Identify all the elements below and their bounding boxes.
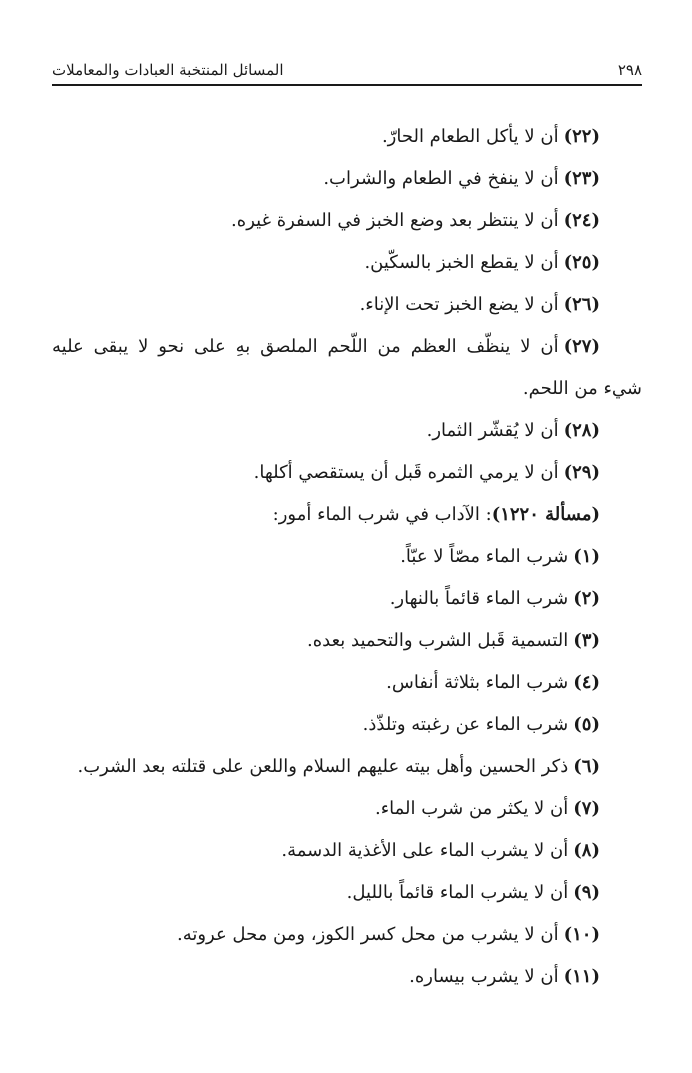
item-text: شيء من اللحم. [522,378,642,399]
list-item [52,292,642,334]
item-number: (١٠) [563,924,600,945]
page-number: ٢٩٨ [617,61,642,79]
item-number: (١) [573,546,600,567]
list-item [52,712,642,754]
list-item-continuation [52,376,642,418]
list-item [52,796,642,838]
list-item [52,334,642,376]
item-text: أن لا يشرب من محل كسر الكوز، ومن محل عروته. [176,924,559,945]
list-item [52,838,642,880]
item-text: أن لا يشرب الماء قائماً بالليل. [346,882,569,903]
list-item [52,460,642,502]
item-text: أن لا يرمي الثمره قَبل أن يستقصي أكلها. [253,462,559,483]
item-number: (٥) [573,714,600,735]
item-text: شرب الماء مصّاً لا عبّاً. [400,546,569,567]
masala-text: : الآداب في شرب الماء أمور: [272,504,492,525]
item-number: (٢٥) [563,252,600,273]
list-item [52,586,642,628]
item-number: (٢٩) [563,462,600,483]
item-number: (٢٣) [563,168,600,189]
masala-heading [52,502,642,544]
item-text: شرب الماء عن رغبته وتلذّذ. [362,714,569,735]
item-number: (٢٢) [563,126,600,147]
list-item [52,250,642,292]
item-number: (٢٤) [563,210,600,231]
list-item [52,628,642,670]
item-text: أن لا يُقشّر الثمار. [426,420,559,441]
item-number: (٨) [573,840,600,861]
item-number: (٢٨) [563,420,600,441]
item-text: أن لا يشرب بيساره. [409,966,559,987]
item-text: أن لا ينتظر بعد وضع الخبز في السفرة غيره. [231,210,559,231]
list-item [52,208,642,250]
masala-label: (مسألة ١٢٢٠) [491,504,600,525]
running-title: المسائل المنتخبة العبادات والمعاملات [52,61,284,79]
list-item [52,544,642,586]
item-text: أن لا يشرب الماء على الأغذية الدسمة. [281,840,569,861]
list-item [52,754,642,796]
page-header [52,58,642,86]
item-text: أن لا يقطع الخبز بالسكّين. [364,252,559,273]
list-item [52,166,642,208]
list-item [52,418,642,460]
list-item [52,922,642,964]
item-text: أن لا يأكل الطعام الحارّ. [381,126,559,147]
page-content [52,124,642,1006]
list-item [52,670,642,712]
item-text: أن لا ينظّف العظم من اللّحم الملصق بهِ على نحو لا يبقى عليه [52,336,559,357]
item-number: (٩) [573,882,600,903]
item-number: (٢) [573,588,600,609]
item-number: (٦) [573,756,600,777]
item-number: (٧) [573,798,600,819]
item-text: أن لا يضع الخبز تحت الإناء. [359,294,559,315]
item-text: التسمية قَبل الشرب والتحميد بعده. [307,630,569,651]
item-number: (٢٦) [563,294,600,315]
item-text: شرب الماء قائماً بالنهار. [389,588,569,609]
item-number: (٣) [573,630,600,651]
item-text: ذكر الحسين وأهل بيته عليهم السلام واللعن على قتلته بعد الشرب. [77,756,569,777]
item-number: (٢٧) [563,336,600,357]
document-page [52,58,642,1006]
item-text: أن لا يكثر من شرب الماء. [374,798,569,819]
item-number: (٤) [573,672,600,693]
item-text: شرب الماء بثلاثة أنفاس. [386,672,569,693]
list-item [52,124,642,166]
item-text: أن لا ينفخ في الطعام والشراب. [323,168,559,189]
list-item [52,964,642,1006]
list-item [52,880,642,922]
item-number: (١١) [563,966,600,987]
